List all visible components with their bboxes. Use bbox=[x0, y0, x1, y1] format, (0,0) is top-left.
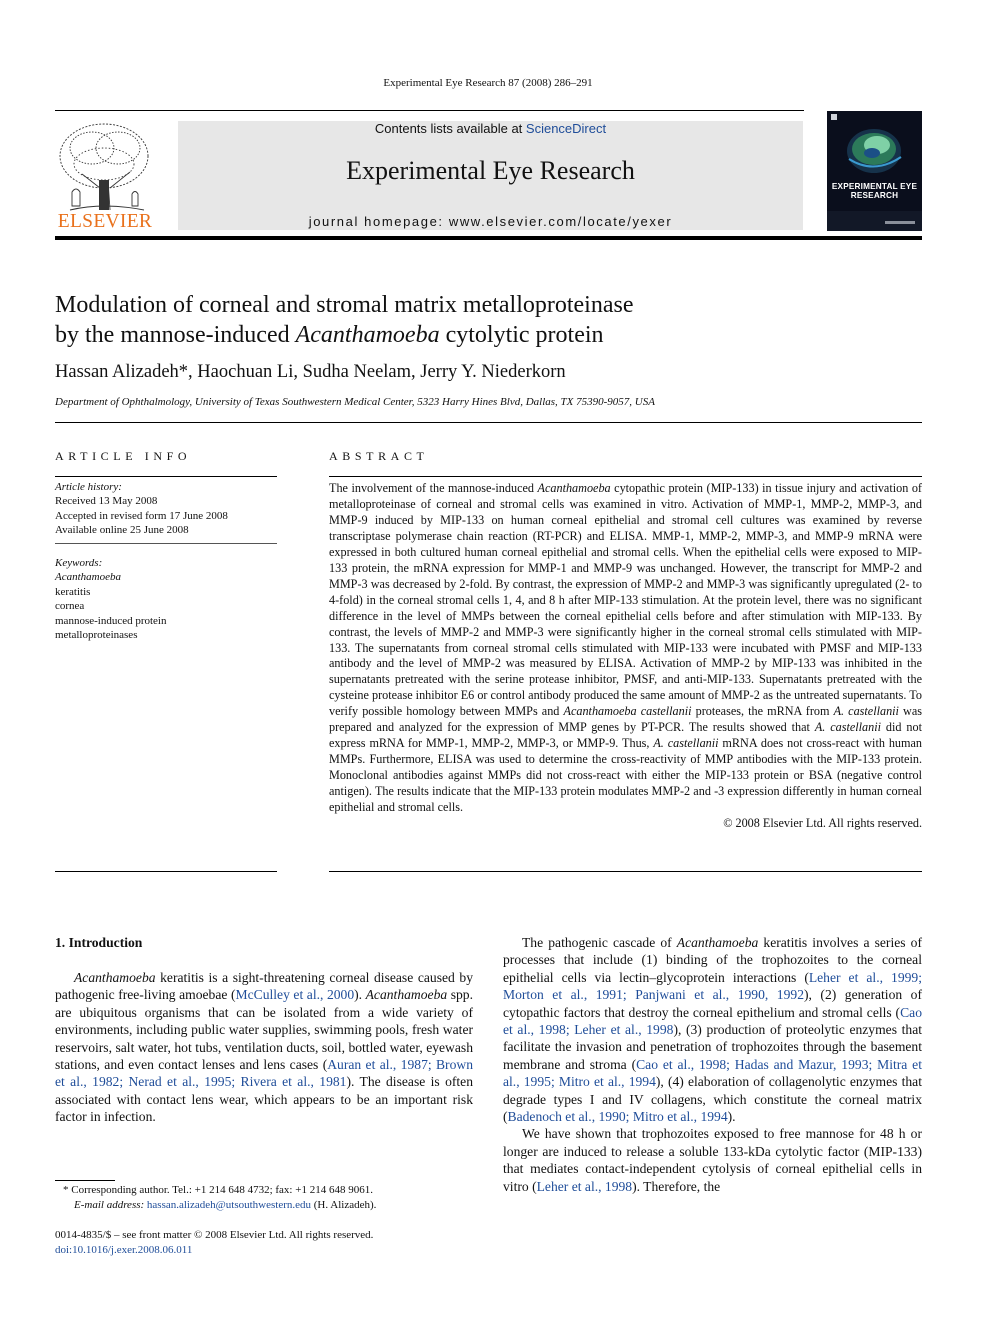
abstract-rule-top bbox=[329, 476, 922, 477]
header-top-rule bbox=[55, 110, 804, 111]
article-info-rule-top bbox=[55, 476, 277, 477]
eye-cover-icon bbox=[827, 111, 922, 231]
citation-link[interactable]: McCulley et al., 2000 bbox=[235, 987, 355, 1003]
online-date: Available online 25 June 2008 bbox=[55, 524, 189, 537]
author-list: Hassan Alizadeh*, Haochuan Li, Sudha Neelam, Jerry Y. Niederkorn bbox=[55, 362, 566, 382]
footnote-marker: * bbox=[63, 1184, 69, 1196]
keyword-item: Acanthamoeba bbox=[55, 571, 121, 584]
title-line-2: by the mannose-induced Acanthamoeba cytolytic protein bbox=[55, 322, 604, 348]
abstract-heading: ABSTRACT bbox=[329, 449, 429, 463]
affiliation: Department of Ophthalmology, University of Texas Southwestern Medical Center, 5323 Harry Hines Blvd, Dallas, TX 75390-9057, USA bbox=[55, 396, 655, 408]
history-label: Article history: bbox=[55, 481, 122, 493]
keyword-item: metalloproteinases bbox=[55, 629, 138, 642]
citation-link[interactable]: Auran et al., 1987; Brown et al., 1982; Nerad et al., 1995; Rivera et al., 1981 bbox=[55, 1057, 473, 1090]
body-column-left bbox=[55, 969, 473, 1126]
journal-title: Experimental Eye Research bbox=[346, 156, 635, 185]
footnote-rule bbox=[55, 1180, 115, 1181]
citation-link[interactable]: Cao et al., 1998; Hadas and Mazur, 1993; Mitra et al., 1995; Mitro et al., 1994 bbox=[503, 1056, 922, 1090]
running-head: Experimental Eye Research 87 (2008) 286–291 bbox=[383, 77, 593, 89]
sciencedirect-link[interactable]: ScienceDirect bbox=[525, 121, 607, 136]
citation-link[interactable]: Leher et al., 1999; Morton et al., 1991; Panjwani et al., 1990, 1992 bbox=[503, 969, 922, 1003]
affiliation-rule bbox=[55, 422, 922, 423]
doi-link[interactable]: doi:10.1016/j.exer.2008.06.011 bbox=[55, 1243, 193, 1256]
corresponding-author-footnote: * Corresponding author. Tel.: +1 214 648 4732; fax: +1 214 648 9061. E-mail address: hassan.alizadeh@utsouthwestern.edu (H. Alizadeh). bbox=[63, 1184, 377, 1211]
received-date: Received 13 May 2008 bbox=[55, 495, 158, 508]
elsevier-wordmark: ELSEVIER bbox=[57, 211, 153, 232]
header-bottom-rule bbox=[55, 236, 922, 240]
article-history bbox=[55, 480, 277, 538]
abstract-text: The involvement of the mannose-induced Acanthamoeba cytopathic protein (MIP-133) in tissue injury and activation of metalloproteinase of corneal and stromal cells was examined in vitro. Activation of MMP-1, MMP-2, MMP-3, and MMP-9 induced by MIP-133 on human corneal epithelial and stromal cell cultures was examined by reverse transcriptase polymerase chain reaction (RT-PCR) and ELISA. MMP-1, MMP-2, MMP-3, and MMP-9 mRNA were expressed in both cultured human corneal epithelial and stromal cells. When the epithelial cells were exposed to MIP-133 protein, the mRNA expression for MMP-1 and MMP-9 was unchanged. However, the transcript for MMP-2 and MMP-3 was decreased by 2-fold. By contrast, the expression of MMP-2 and MMP-3 was significantly upregulated (2- to 4-fold) in the corneal stromal cells 1, 4, and 8 h after MIP-133 stimulation. At the protein level, there was no significant difference in the level of MMPs between the corneal epithelial cells before and after stimulation with MIP-133. By contrast, the levels of MMP-2 and MMP-3 were significantly higher in the corneal stromal cells stimulated with MIP-133. The supernatants from corneal stromal cells stimulated with MIP-133 were incubated with PMSF and MIP-133 antibody and the level of MMP-2 was measured by ELISA. Activation of MMP-2 by MIP-133 was inhibited in the supernatants pretreated with the serine protease inhibitor, PMSF, and anti-MIP-133. Supernatants pretreated with the cysteine protease inhibitor E6 or control antibody produced the same amount of MMP-2 as the untreated supernatants. To verify possible homology between MMPs and Acanthamoeba castellanii proteases, the mRNA from A. castellanii was prepared and analyzed for the expression of MMP genes by PT-PCR. The results showed that A. castellanii did not express mRNA for MMP-1, MMP-2, MMP-3, or MMP-9. Thus, A. castellanii mRNA does not cross-react with human MMPs. Furthermore, ELISA was used to determine the cross-reactivity of MMP antibodies with the MIP-133 protein. Monoclonal antibodies against MMPs did not cross-react with either the MIP-133 protein or BSA (negative control antigen). The results indicate that the MIP-133 protein modulates MMP-2 and -3 expression differently in human corneal epithelial and stromal cells. © 2008 Elsevier Ltd. All rights reserved. bbox=[329, 481, 922, 831]
abstract-copyright: © 2008 Elsevier Ltd. All rights reserved. bbox=[723, 816, 922, 831]
keywords-block bbox=[55, 556, 277, 642]
paragraph: Acanthamoeba keratitis is a sight-threatening corneal disease caused by pathogenic free-living amoebae (McCulley et al., 2000). Acanthamoeba spp. are ubiquitous organisms that can be isolated from a wide variety of environments, including public water supplies, swimming pools, fresh water reservoirs, salt water, hot tubs, ventilation ducts, soil, bottled water, eyewash stations, and even contact lenses and lens cases (Auran et al., 1987; Brown et al., 1982; Nerad et al., 1995; Rivera et al., 1981). The disease is often associated with contact lens wear, which appears to be an important risk factor in infection. bbox=[55, 970, 474, 1125]
article-info-rule-mid bbox=[55, 543, 277, 544]
abstract-rule-bottom bbox=[329, 871, 922, 872]
contents-prefix: Contents lists available at bbox=[374, 121, 526, 136]
revised-date: Accepted in revised form 17 June 2008 bbox=[55, 509, 228, 522]
author-email-link[interactable]: hassan.alizadeh@utsouthwestern.edu bbox=[146, 1198, 312, 1211]
paragraph: We have shown that trophozoites exposed to free mannose for 48 h or longer are induced to release a soluble 133-kDa cytolytic factor (MIP-133) that mediates contact-independent cytolysis of corneal epithelial cells in vitro (Leher et al., 1998). Therefore, the bbox=[503, 1126, 922, 1194]
paragraph: The pathogenic cascade of Acanthamoeba keratitis involves a series of processes that include (1) binding of the trophozoites to the corneal epithelial cells via lectin–glycoprotein interactions (Leher et al., 1999; Morton et al., 1991; Panjwani et al., 1990, 1992), (2) generation of cytopathic factors that destroy the corneal epithelium and stromal cells (Cao et al., 1998; Leher et al., 1998), (3) production of proteolytic enzymes that facilitate the invasion and penetration of trophozoites through the basement membrane and stroma (Cao et al., 1998; Hadas and Mazur, 1993; Mitra et al., 1995; Mitro et al., 1994), (4) elaboration of collagenolytic enzymes that degrade types I and IV collagens, which constitute the corneal matrix (Badenoch et al., 1990; Mitro et al., 1994). bbox=[503, 935, 923, 1125]
body-column-right bbox=[503, 934, 922, 1195]
journal-homepage[interactable]: journal homepage: www.elsevier.com/locate/yexer bbox=[308, 214, 673, 229]
keyword-item: cornea bbox=[55, 600, 85, 613]
cover-title: EXPERIMENTAL EYE RESEARCH bbox=[831, 182, 918, 200]
contents-line bbox=[178, 121, 803, 136]
keyword-item: keratitis bbox=[55, 585, 91, 598]
article-info-rule-bottom bbox=[55, 871, 277, 872]
keywords-label: Keywords: bbox=[55, 557, 103, 569]
citation-link[interactable]: Badenoch et al., 1990; Mitro et al., 1994 bbox=[507, 1109, 728, 1125]
citation-link[interactable]: Cao et al., 1998; Leher et al., 1998 bbox=[503, 1004, 922, 1038]
issn-line: 0014-4835/$ – see front matter © 2008 Elsevier Ltd. All rights reserved. bbox=[55, 1229, 374, 1241]
front-matter bbox=[55, 1228, 473, 1257]
elsevier-logo[interactable] bbox=[52, 118, 158, 234]
article-title bbox=[55, 290, 925, 350]
journal-cover-image[interactable] bbox=[827, 111, 922, 231]
title-line-1: Modulation of corneal and stromal matrix metalloproteinase bbox=[55, 292, 634, 318]
citation-link[interactable]: Leher et al., 1998 bbox=[536, 1178, 633, 1194]
article-info-heading: ARTICLE INFO bbox=[55, 449, 192, 463]
keyword-item: mannose-induced protein bbox=[55, 614, 167, 627]
section-heading-introduction: 1. Introduction bbox=[55, 935, 143, 950]
